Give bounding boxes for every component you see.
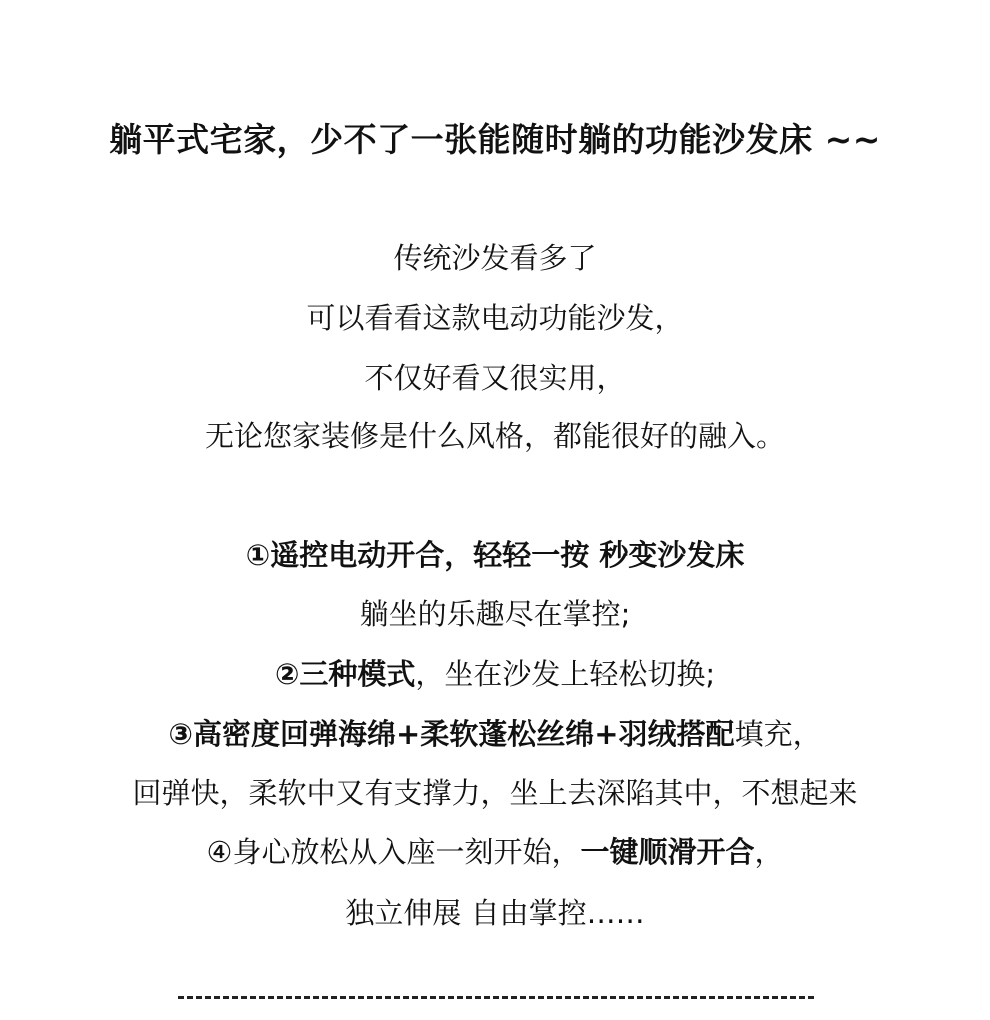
feature-2-rest: ，坐在沙发上轻松切换; [415,657,716,691]
feature-4-lead: ④身心放松从入座一刻开始， [206,835,581,869]
feature-4 [0,832,990,872]
intro-line-2: 可以看看这款电动功能沙发， [306,301,684,335]
page-title: 躺平式宅家，少不了一张能随时躺的功能沙发床 ~~ [109,120,881,159]
feature-4-desc: 独立伸展 自由掌控…… [345,896,645,930]
intro-line-4: 无论您家装修是什么风格，都能很好的融入。 [204,419,785,453]
feature-2-bold: ②三种模式 [274,657,416,691]
feature-4-tail: ， [754,835,784,869]
feature-1-title: ①遥控电动开合，轻轻一按 秒变沙发床 [245,538,745,572]
feature-1-desc: 躺坐的乐趣尽在掌控; [359,597,631,631]
intro-line-3: 不仅好看又很实用， [364,361,626,395]
feature-3-desc: 回弹快，柔软中又有支撑力，坐上去深陷其中，不想起来 [132,776,858,810]
feature-3 [0,714,990,754]
feature-2 [0,654,990,694]
dashed-divider [178,996,814,999]
feature-3-bold: ③高密度回弹海绵+柔软蓬松丝绵+羽绒搭配 [168,717,735,751]
feature-4-bold: 一键顺滑开合 [580,835,755,869]
feature-3-rest: 填充， [734,717,822,751]
intro-line-1: 传统沙发看多了 [393,241,597,275]
